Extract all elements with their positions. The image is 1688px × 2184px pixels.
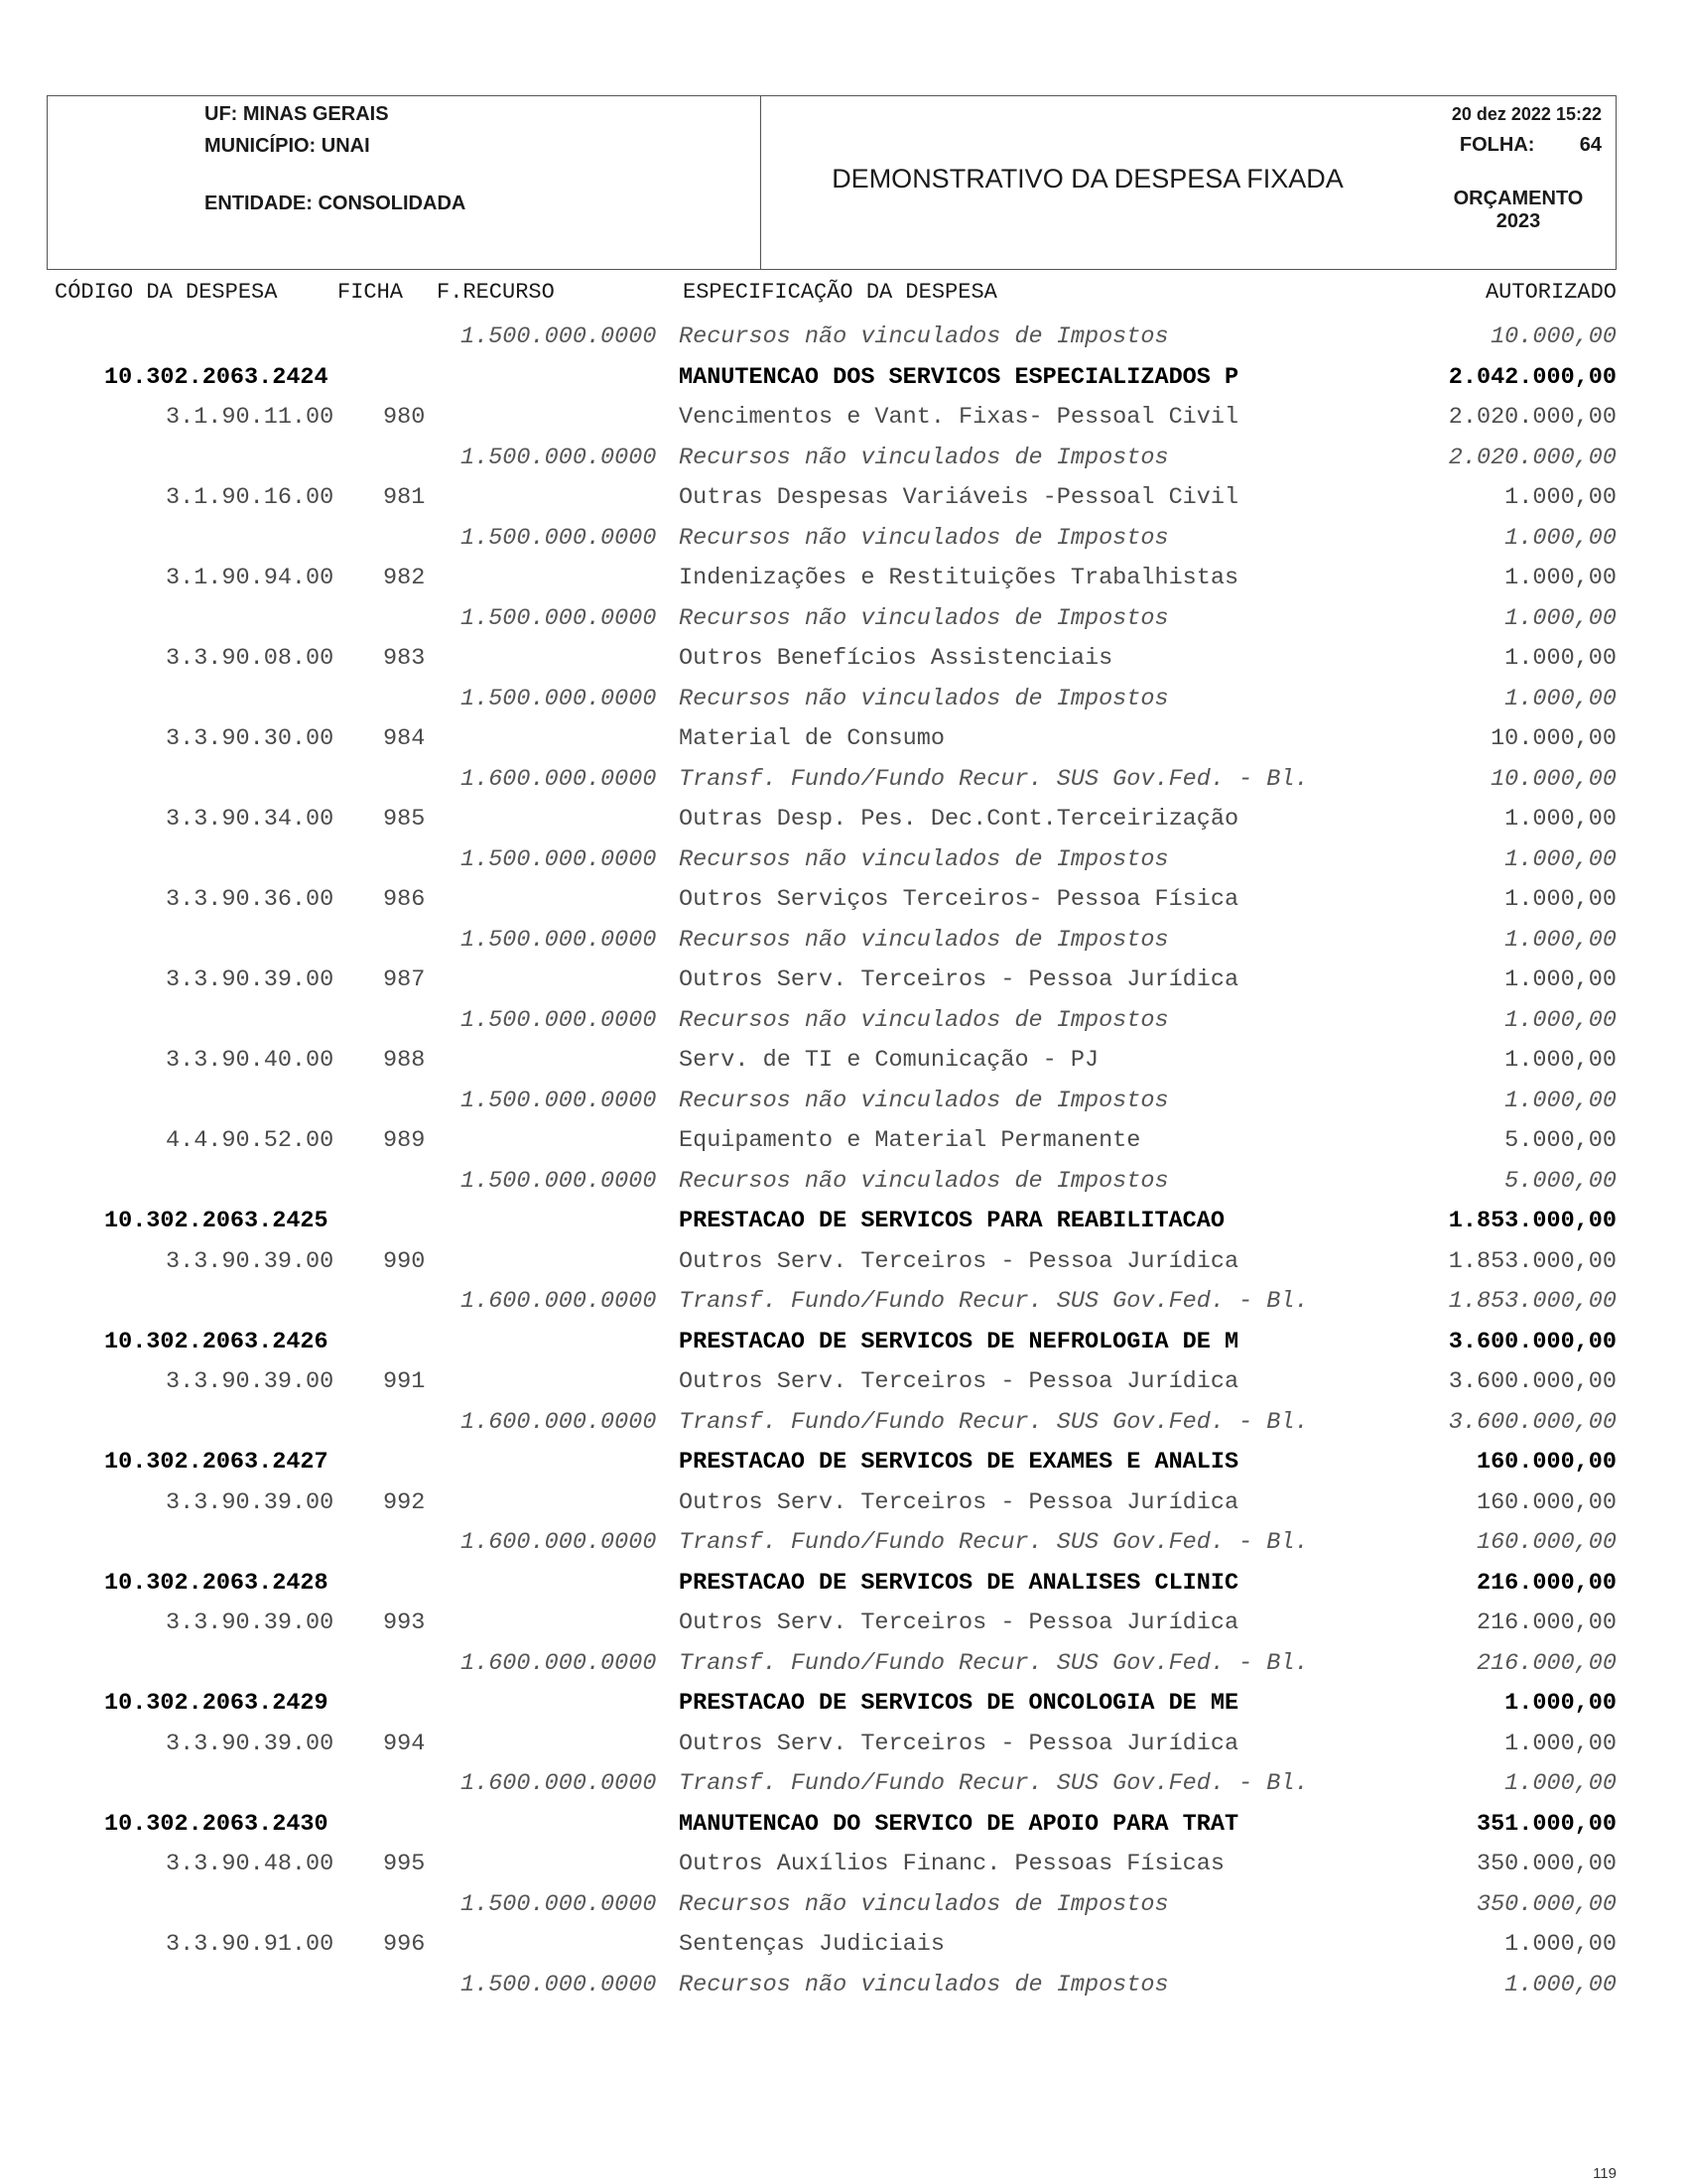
authorized-amount: 3.600.000,00 xyxy=(1448,1368,1617,1395)
action-description: PRESTACAO DE SERVICOS DE NEFROLOGIA DE M xyxy=(679,1328,1239,1355)
element-code: 3.1.90.16.00 xyxy=(166,484,334,511)
recurso-code: 1.500.000.0000 xyxy=(460,1890,657,1918)
authorized-amount: 5.000,00 xyxy=(1504,1167,1617,1195)
recurso-code: 1.600.000.0000 xyxy=(460,765,657,793)
element-code: 3.3.90.08.00 xyxy=(166,645,334,672)
element-code: 4.4.90.52.00 xyxy=(166,1127,334,1154)
ficha-number: 984 xyxy=(383,725,426,752)
recurso-row xyxy=(0,686,1688,721)
recurso-code: 1.500.000.0000 xyxy=(460,524,657,552)
report-datetime: 20 dez 2022 15:22 xyxy=(1451,104,1602,124)
action-code: 10.302.2063.2430 xyxy=(104,1810,328,1838)
col-recurso: F.RECURSO xyxy=(437,280,555,305)
recurso-code: 1.500.000.0000 xyxy=(460,1006,657,1034)
recurso-description: Recursos não vinculados de Impostos xyxy=(679,1006,1169,1034)
authorized-amount: 1.000,00 xyxy=(1504,1087,1617,1114)
recurso-row xyxy=(0,525,1688,561)
recurso-code: 1.500.000.0000 xyxy=(460,323,657,350)
recurso-code: 1.600.000.0000 xyxy=(460,1408,657,1436)
page-number: 119 xyxy=(1593,2165,1617,2182)
recurso-description: Transf. Fundo/Fundo Recur. SUS Gov.Fed. - Bl. xyxy=(679,1649,1309,1677)
authorized-amount: 5.000,00 xyxy=(1504,1127,1617,1154)
recurso-code: 1.500.000.0000 xyxy=(460,926,657,954)
recurso-row xyxy=(0,1972,1688,2007)
authorized-amount: 3.600.000,00 xyxy=(1448,1328,1617,1355)
authorized-amount: 1.000,00 xyxy=(1504,1770,1617,1797)
authorized-amount: 1.000,00 xyxy=(1504,524,1617,552)
recurso-description: Recursos não vinculados de Impostos xyxy=(679,845,1169,873)
authorized-amount: 350.000,00 xyxy=(1476,1890,1617,1918)
action-code: 10.302.2063.2427 xyxy=(104,1449,328,1476)
authorized-amount: 1.000,00 xyxy=(1504,565,1617,591)
ficha-number: 988 xyxy=(383,1047,426,1074)
folha-label: FOLHA: xyxy=(1459,134,1535,156)
ficha-number: 996 xyxy=(383,1931,426,1958)
action-description: PRESTACAO DE SERVICOS DE ONCOLOGIA DE ME xyxy=(679,1690,1239,1717)
recurso-row xyxy=(0,1770,1688,1806)
ficha-number: 989 xyxy=(383,1127,426,1154)
action-row xyxy=(0,1570,1688,1606)
authorized-amount: 160.000,00 xyxy=(1476,1529,1617,1556)
recurso-row xyxy=(0,605,1688,641)
authorized-amount: 1.000,00 xyxy=(1504,1971,1617,1998)
authorized-amount: 1.000,00 xyxy=(1504,645,1617,672)
recurso-description: Recursos não vinculados de Impostos xyxy=(679,926,1169,954)
action-description: PRESTACAO DE SERVICOS DE ANALISES CLINIC xyxy=(679,1569,1239,1597)
report-title: DEMONSTRATIVO DA DESPESA FIXADA xyxy=(832,164,1344,193)
element-row xyxy=(0,1731,1688,1766)
element-row xyxy=(0,1127,1688,1163)
element-row xyxy=(0,725,1688,761)
recurso-description: Recursos não vinculados de Impostos xyxy=(679,1971,1169,1998)
ficha-number: 982 xyxy=(383,565,426,591)
authorized-amount: 1.000,00 xyxy=(1504,1931,1617,1958)
element-row xyxy=(0,1248,1688,1284)
element-code: 3.3.90.30.00 xyxy=(166,725,334,752)
col-ficha: FICHA xyxy=(337,280,404,305)
action-description: MANUTENCAO DOS SERVICOS ESPECIALIZADOS P xyxy=(679,363,1239,391)
element-code: 3.1.90.11.00 xyxy=(166,404,334,431)
recurso-description: Transf. Fundo/Fundo Recur. SUS Gov.Fed. - Bl. xyxy=(679,1529,1309,1556)
recurso-code: 1.500.000.0000 xyxy=(460,1971,657,1998)
municipio-label: MUNICÍPIO: UNAI xyxy=(204,135,370,157)
action-description: MANUTENCAO DO SERVICO DE APOIO PARA TRAT xyxy=(679,1810,1239,1838)
element-code: 3.3.90.39.00 xyxy=(166,1247,334,1275)
recurso-row xyxy=(0,846,1688,882)
authorized-amount: 2.020.000,00 xyxy=(1448,404,1617,431)
element-code: 3.3.90.40.00 xyxy=(166,1047,334,1074)
authorized-amount: 1.000,00 xyxy=(1504,1690,1617,1717)
recurso-description: Recursos não vinculados de Impostos xyxy=(679,524,1169,552)
authorized-amount: 10.000,00 xyxy=(1491,725,1617,752)
recurso-row xyxy=(0,1650,1688,1686)
authorized-amount: 3.600.000,00 xyxy=(1448,1408,1617,1436)
authorized-amount: 1.853.000,00 xyxy=(1448,1247,1617,1275)
element-description: Vencimentos e Vant. Fixas- Pessoal Civil xyxy=(679,404,1239,431)
element-row xyxy=(0,1489,1688,1525)
ficha-number: 993 xyxy=(383,1609,426,1636)
recurso-row xyxy=(0,1288,1688,1324)
element-description: Outros Serv. Terceiros - Pessoa Jurídica xyxy=(679,1609,1239,1636)
element-code: 3.3.90.48.00 xyxy=(166,1851,334,1877)
recurso-description: Transf. Fundo/Fundo Recur. SUS Gov.Fed. - Bl. xyxy=(679,1288,1309,1315)
element-description: Outros Serv. Terceiros - Pessoa Jurídica xyxy=(679,1247,1239,1275)
recurso-code: 1.600.000.0000 xyxy=(460,1770,657,1797)
element-row xyxy=(0,886,1688,922)
ficha-number: 980 xyxy=(383,404,426,431)
action-row xyxy=(0,364,1688,400)
element-description: Outros Serviços Terceiros- Pessoa Física xyxy=(679,886,1239,913)
recurso-code: 1.600.000.0000 xyxy=(460,1649,657,1677)
authorized-amount: 2.042.000,00 xyxy=(1448,363,1617,391)
action-code: 10.302.2063.2429 xyxy=(104,1690,328,1717)
recurso-row xyxy=(0,1088,1688,1123)
ficha-number: 995 xyxy=(383,1851,426,1877)
authorized-amount: 10.000,00 xyxy=(1491,765,1617,793)
element-code: 3.3.90.36.00 xyxy=(166,886,334,913)
element-description: Outros Serv. Terceiros - Pessoa Jurídica xyxy=(679,1730,1239,1757)
element-description: Outros Auxílios Financ. Pessoas Físicas xyxy=(679,1851,1225,1877)
authorized-amount: 160.000,00 xyxy=(1476,1488,1617,1516)
orcamento-label: ORÇAMENTO xyxy=(1453,188,1584,209)
authorized-amount: 216.000,00 xyxy=(1476,1649,1617,1677)
ficha-number: 990 xyxy=(383,1247,426,1275)
col-codigo: CÓDIGO DA DESPESA xyxy=(55,280,278,305)
recurso-row xyxy=(0,1891,1688,1927)
authorized-amount: 160.000,00 xyxy=(1476,1449,1617,1476)
element-row xyxy=(0,1931,1688,1967)
recurso-code: 1.600.000.0000 xyxy=(460,1288,657,1315)
authorized-amount: 1.000,00 xyxy=(1504,604,1617,632)
ficha-number: 981 xyxy=(383,484,426,511)
action-row xyxy=(0,1208,1688,1243)
element-row xyxy=(0,1609,1688,1645)
element-description: Material de Consumo xyxy=(679,725,945,752)
recurso-code: 1.600.000.0000 xyxy=(460,1529,657,1556)
authorized-amount: 216.000,00 xyxy=(1476,1609,1617,1636)
action-row xyxy=(0,1329,1688,1364)
authorized-amount: 1.000,00 xyxy=(1504,806,1617,833)
element-description: Outras Despesas Variáveis -Pessoal Civil xyxy=(679,484,1239,511)
authorized-amount: 1.000,00 xyxy=(1504,1730,1617,1757)
element-code: 3.3.90.91.00 xyxy=(166,1931,334,1958)
recurso-row xyxy=(0,1168,1688,1204)
recurso-code: 1.500.000.0000 xyxy=(460,444,657,471)
element-code: 3.1.90.94.00 xyxy=(166,565,334,591)
authorized-amount: 351.000,00 xyxy=(1476,1810,1617,1838)
action-description: PRESTACAO DE SERVICOS DE EXAMES E ANALIS xyxy=(679,1449,1239,1476)
recurso-description: Recursos não vinculados de Impostos xyxy=(679,1087,1169,1114)
folha-number: 64 xyxy=(1579,134,1602,156)
recurso-description: Recursos não vinculados de Impostos xyxy=(679,444,1169,471)
element-code: 3.3.90.39.00 xyxy=(166,1488,334,1516)
authorized-amount: 1.000,00 xyxy=(1504,484,1617,511)
recurso-description: Recursos não vinculados de Impostos xyxy=(679,604,1169,632)
ficha-number: 985 xyxy=(383,806,426,833)
recurso-row xyxy=(0,1529,1688,1565)
recurso-code: 1.500.000.0000 xyxy=(460,685,657,712)
recurso-code: 1.500.000.0000 xyxy=(460,845,657,873)
recurso-description: Recursos não vinculados de Impostos xyxy=(679,685,1169,712)
col-autorizado: AUTORIZADO xyxy=(1485,280,1617,305)
col-especificacao: ESPECIFICAÇÃO DA DESPESA xyxy=(683,280,997,305)
action-description: PRESTACAO DE SERVICOS PARA REABILITACAO xyxy=(679,1208,1225,1234)
ficha-number: 992 xyxy=(383,1488,426,1516)
recurso-description: Recursos não vinculados de Impostos xyxy=(679,323,1169,350)
authorized-amount: 10.000,00 xyxy=(1491,323,1617,350)
element-row xyxy=(0,1047,1688,1083)
element-description: Outros Benefícios Assistenciais xyxy=(679,645,1113,672)
element-code: 3.3.90.39.00 xyxy=(166,1368,334,1395)
element-description: Equipamento e Material Permanente xyxy=(679,1127,1141,1154)
authorized-amount: 1.000,00 xyxy=(1504,685,1617,712)
authorized-amount: 350.000,00 xyxy=(1476,1851,1617,1877)
recurso-description: Transf. Fundo/Fundo Recur. SUS Gov.Fed. - Bl. xyxy=(679,765,1309,793)
recurso-code: 1.500.000.0000 xyxy=(460,1167,657,1195)
authorized-amount: 1.853.000,00 xyxy=(1448,1208,1617,1234)
element-description: Outros Serv. Terceiros - Pessoa Jurídica xyxy=(679,966,1239,993)
recurso-row xyxy=(0,323,1688,359)
element-row xyxy=(0,966,1688,1002)
element-row xyxy=(0,645,1688,681)
element-description: Indenizações e Restituições Trabalhistas xyxy=(679,565,1239,591)
authorized-amount: 1.000,00 xyxy=(1504,845,1617,873)
recurso-description: Transf. Fundo/Fundo Recur. SUS Gov.Fed. - Bl. xyxy=(679,1770,1309,1797)
authorized-amount: 1.000,00 xyxy=(1504,886,1617,913)
action-code: 10.302.2063.2424 xyxy=(104,363,328,391)
ficha-number: 983 xyxy=(383,645,426,672)
element-row xyxy=(0,1851,1688,1886)
element-code: 3.3.90.34.00 xyxy=(166,806,334,833)
authorized-amount: 216.000,00 xyxy=(1476,1569,1617,1597)
element-row xyxy=(0,404,1688,440)
element-description: Outras Desp. Pes. Dec.Cont.Terceirização xyxy=(679,806,1239,833)
element-code: 3.3.90.39.00 xyxy=(166,1730,334,1757)
element-description: Outros Serv. Terceiros - Pessoa Jurídica xyxy=(679,1368,1239,1395)
element-row xyxy=(0,565,1688,600)
recurso-code: 1.500.000.0000 xyxy=(460,1087,657,1114)
entidade-label: ENTIDADE: CONSOLIDADA xyxy=(204,193,466,214)
uf-label: UF: MINAS GERAIS xyxy=(204,103,389,125)
element-description: Sentenças Judiciais xyxy=(679,1931,945,1958)
authorized-amount: 1.000,00 xyxy=(1504,926,1617,954)
recurso-row xyxy=(0,766,1688,802)
recurso-row xyxy=(0,445,1688,480)
authorized-amount: 1.853.000,00 xyxy=(1448,1288,1617,1315)
action-row xyxy=(0,1690,1688,1726)
action-code: 10.302.2063.2426 xyxy=(104,1328,328,1355)
element-row xyxy=(0,484,1688,520)
ficha-number: 987 xyxy=(383,966,426,993)
authorized-amount: 2.020.000,00 xyxy=(1448,444,1617,471)
recurso-row xyxy=(0,927,1688,963)
ficha-number: 994 xyxy=(383,1730,426,1757)
action-row xyxy=(0,1811,1688,1847)
ficha-number: 991 xyxy=(383,1368,426,1395)
recurso-description: Recursos não vinculados de Impostos xyxy=(679,1890,1169,1918)
authorized-amount: 1.000,00 xyxy=(1504,966,1617,993)
element-code: 3.3.90.39.00 xyxy=(166,966,334,993)
recurso-row xyxy=(0,1007,1688,1043)
element-code: 3.3.90.39.00 xyxy=(166,1609,334,1636)
action-code: 10.302.2063.2425 xyxy=(104,1208,328,1234)
element-row xyxy=(0,806,1688,841)
recurso-row xyxy=(0,1409,1688,1445)
recurso-code: 1.500.000.0000 xyxy=(460,604,657,632)
action-code: 10.302.2063.2428 xyxy=(104,1569,328,1597)
element-row xyxy=(0,1368,1688,1404)
recurso-description: Recursos não vinculados de Impostos xyxy=(679,1167,1169,1195)
action-row xyxy=(0,1449,1688,1484)
authorized-amount: 1.000,00 xyxy=(1504,1047,1617,1074)
authorized-amount: 1.000,00 xyxy=(1504,1006,1617,1034)
orcamento-year: 2023 xyxy=(1495,210,1541,232)
element-description: Outros Serv. Terceiros - Pessoa Jurídica xyxy=(679,1488,1239,1516)
recurso-description: Transf. Fundo/Fundo Recur. SUS Gov.Fed. - Bl. xyxy=(679,1408,1309,1436)
element-description: Serv. de TI e Comunicação - PJ xyxy=(679,1047,1100,1074)
ficha-number: 986 xyxy=(383,886,426,913)
